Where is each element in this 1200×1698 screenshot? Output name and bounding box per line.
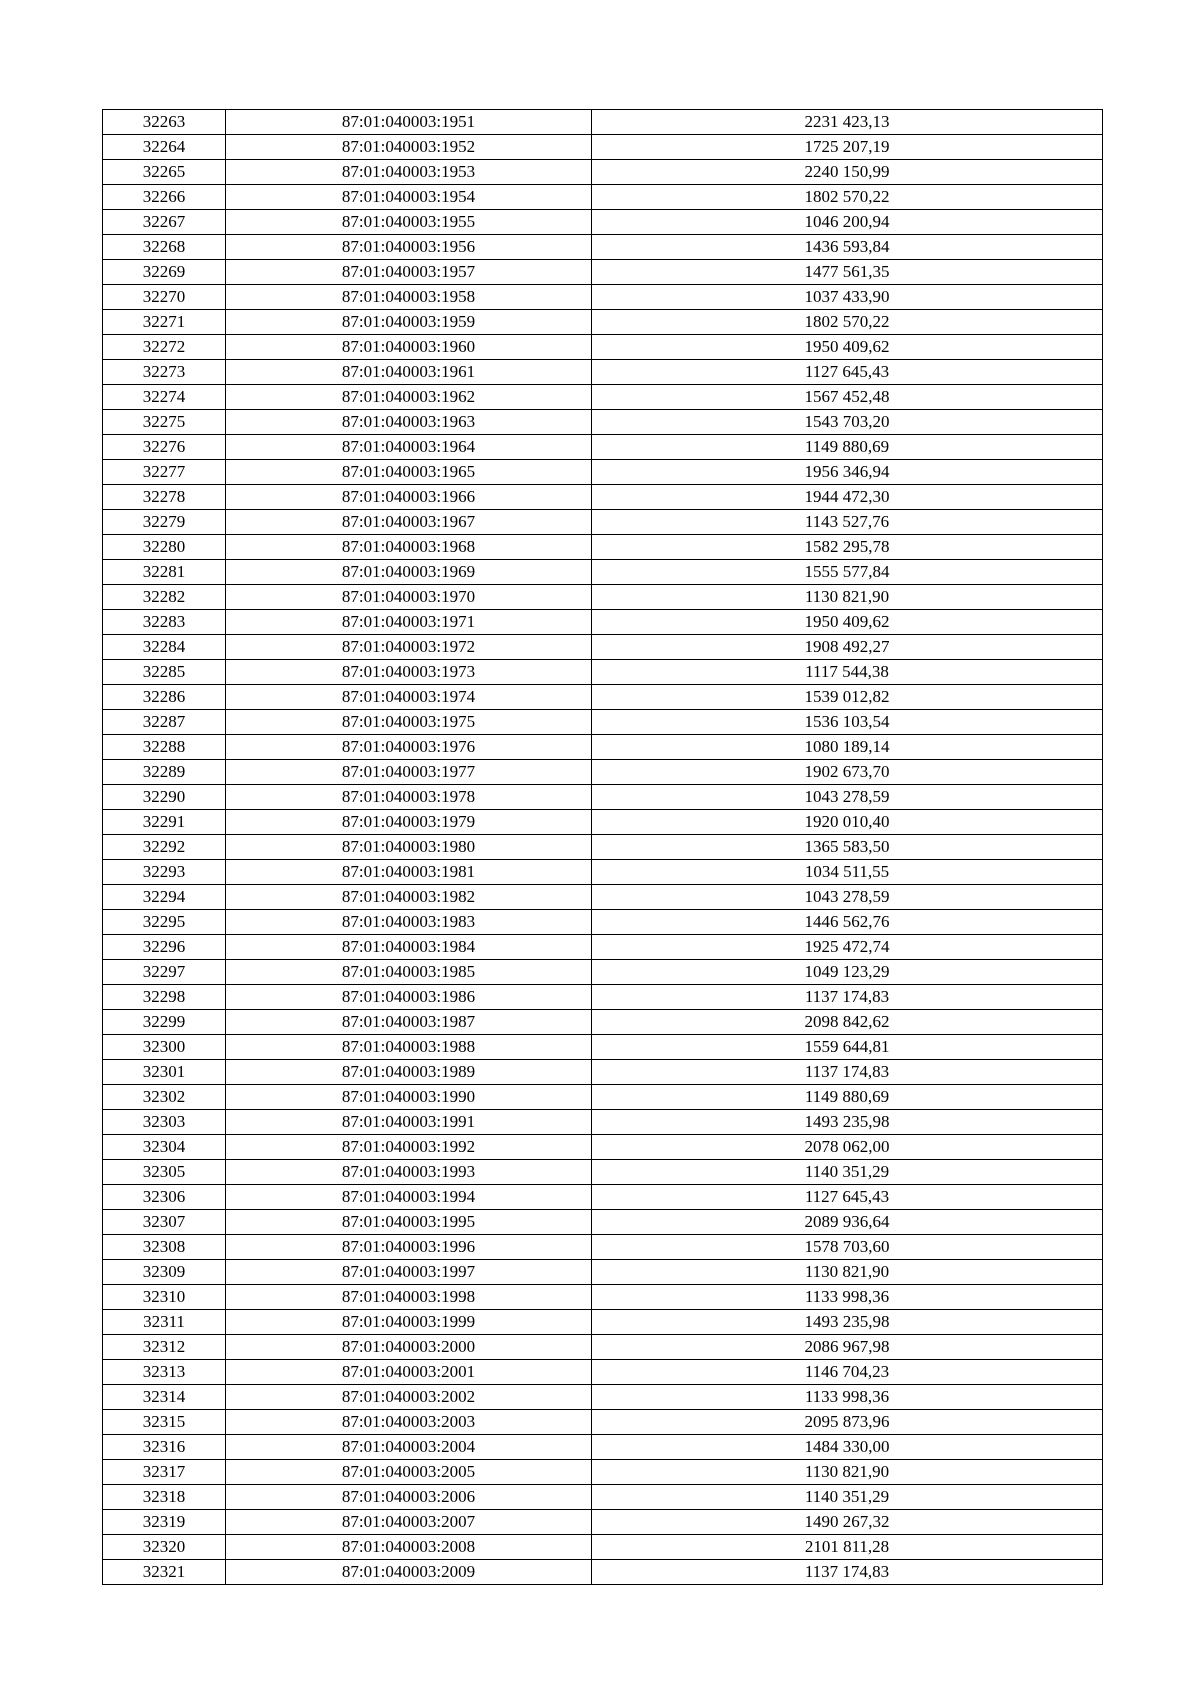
cadastral-number-cell: 87:01:040003:1981 bbox=[226, 860, 592, 885]
cadastral-number-cell: 87:01:040003:1989 bbox=[226, 1060, 592, 1085]
table-row bbox=[103, 710, 1103, 735]
cadastral-number-cell: 87:01:040003:1970 bbox=[226, 585, 592, 610]
value-cell: 1567 452,48 bbox=[592, 385, 1103, 410]
value-cell: 1130 821,90 bbox=[592, 1260, 1103, 1285]
row-number-cell: 32267 bbox=[103, 210, 226, 235]
value-cell: 1043 278,59 bbox=[592, 885, 1103, 910]
cadastral-number-cell: 87:01:040003:1978 bbox=[226, 785, 592, 810]
value-cell: 1117 544,38 bbox=[592, 660, 1103, 685]
table-row bbox=[103, 1160, 1103, 1185]
value-cell: 1140 351,29 bbox=[592, 1160, 1103, 1185]
cadastral-number-cell: 87:01:040003:1961 bbox=[226, 360, 592, 385]
value-cell: 1127 645,43 bbox=[592, 360, 1103, 385]
cadastral-number-cell: 87:01:040003:2000 bbox=[226, 1335, 592, 1360]
cadastral-number-cell: 87:01:040003:2003 bbox=[226, 1410, 592, 1435]
value-cell: 1146 704,23 bbox=[592, 1360, 1103, 1385]
value-cell: 1536 103,54 bbox=[592, 710, 1103, 735]
cadastral-number-cell: 87:01:040003:1979 bbox=[226, 810, 592, 835]
row-number-cell: 32271 bbox=[103, 310, 226, 335]
table-row bbox=[103, 685, 1103, 710]
row-number-cell: 32306 bbox=[103, 1185, 226, 1210]
table-row bbox=[103, 1285, 1103, 1310]
value-cell: 1493 235,98 bbox=[592, 1310, 1103, 1335]
table-row bbox=[103, 1485, 1103, 1510]
row-number-cell: 32284 bbox=[103, 635, 226, 660]
value-cell: 1902 673,70 bbox=[592, 760, 1103, 785]
value-cell: 2089 936,64 bbox=[592, 1210, 1103, 1235]
cadastral-number-cell: 87:01:040003:1993 bbox=[226, 1160, 592, 1185]
table-row bbox=[103, 1035, 1103, 1060]
row-number-cell: 32307 bbox=[103, 1210, 226, 1235]
cadastral-number-cell: 87:01:040003:1962 bbox=[226, 385, 592, 410]
row-number-cell: 32308 bbox=[103, 1235, 226, 1260]
row-number-cell: 32290 bbox=[103, 785, 226, 810]
table-row bbox=[103, 260, 1103, 285]
table-row bbox=[103, 1185, 1103, 1210]
cadastral-number-cell: 87:01:040003:1990 bbox=[226, 1085, 592, 1110]
value-cell: 1149 880,69 bbox=[592, 435, 1103, 460]
value-cell: 2086 967,98 bbox=[592, 1335, 1103, 1360]
table-row bbox=[103, 1435, 1103, 1460]
value-cell: 1582 295,78 bbox=[592, 535, 1103, 560]
cadastral-number-cell: 87:01:040003:1958 bbox=[226, 285, 592, 310]
cadastral-number-cell: 87:01:040003:1992 bbox=[226, 1135, 592, 1160]
table-row bbox=[103, 1310, 1103, 1335]
value-cell: 2240 150,99 bbox=[592, 160, 1103, 185]
cadastral-number-cell: 87:01:040003:1988 bbox=[226, 1035, 592, 1060]
table-row bbox=[103, 210, 1103, 235]
table-row bbox=[103, 1260, 1103, 1285]
table-row bbox=[103, 585, 1103, 610]
table-row bbox=[103, 1060, 1103, 1085]
cadastral-number-cell: 87:01:040003:1987 bbox=[226, 1010, 592, 1035]
row-number-cell: 32293 bbox=[103, 860, 226, 885]
row-number-cell: 32312 bbox=[103, 1335, 226, 1360]
table-row bbox=[103, 360, 1103, 385]
row-number-cell: 32286 bbox=[103, 685, 226, 710]
row-number-cell: 32301 bbox=[103, 1060, 226, 1085]
cadastral-number-cell: 87:01:040003:2007 bbox=[226, 1510, 592, 1535]
row-number-cell: 32303 bbox=[103, 1110, 226, 1135]
row-number-cell: 32292 bbox=[103, 835, 226, 860]
value-cell: 2231 423,13 bbox=[592, 110, 1103, 135]
value-cell: 1578 703,60 bbox=[592, 1235, 1103, 1260]
value-cell: 2095 873,96 bbox=[592, 1410, 1103, 1435]
table-row bbox=[103, 1410, 1103, 1435]
table-row bbox=[103, 285, 1103, 310]
cadastral-number-cell: 87:01:040003:1975 bbox=[226, 710, 592, 735]
cadastral-number-cell: 87:01:040003:1971 bbox=[226, 610, 592, 635]
value-cell: 1944 472,30 bbox=[592, 485, 1103, 510]
cadastral-number-cell: 87:01:040003:2005 bbox=[226, 1460, 592, 1485]
cadastral-number-cell: 87:01:040003:1974 bbox=[226, 685, 592, 710]
value-cell: 1493 235,98 bbox=[592, 1110, 1103, 1135]
row-number-cell: 32318 bbox=[103, 1485, 226, 1510]
cadastral-number-cell: 87:01:040003:1996 bbox=[226, 1235, 592, 1260]
row-number-cell: 32319 bbox=[103, 1510, 226, 1535]
row-number-cell: 32281 bbox=[103, 560, 226, 585]
table-row bbox=[103, 235, 1103, 260]
row-number-cell: 32314 bbox=[103, 1385, 226, 1410]
value-cell: 1037 433,90 bbox=[592, 285, 1103, 310]
cadastral-number-cell: 87:01:040003:1957 bbox=[226, 260, 592, 285]
table-row bbox=[103, 435, 1103, 460]
table-row bbox=[103, 760, 1103, 785]
table-row bbox=[103, 535, 1103, 560]
table-row bbox=[103, 310, 1103, 335]
cadastral-number-cell: 87:01:040003:1972 bbox=[226, 635, 592, 660]
value-cell: 1539 012,82 bbox=[592, 685, 1103, 710]
cadastral-number-cell: 87:01:040003:1956 bbox=[226, 235, 592, 260]
row-number-cell: 32263 bbox=[103, 110, 226, 135]
table-row bbox=[103, 110, 1103, 135]
table-row bbox=[103, 135, 1103, 160]
row-number-cell: 32268 bbox=[103, 235, 226, 260]
value-cell: 2078 062,00 bbox=[592, 1135, 1103, 1160]
value-cell: 1365 583,50 bbox=[592, 835, 1103, 860]
cadastral-number-cell: 87:01:040003:2002 bbox=[226, 1385, 592, 1410]
data-table bbox=[102, 109, 1103, 1585]
table-row bbox=[103, 1085, 1103, 1110]
row-number-cell: 32285 bbox=[103, 660, 226, 685]
value-cell: 1908 492,27 bbox=[592, 635, 1103, 660]
value-cell: 1543 703,20 bbox=[592, 410, 1103, 435]
row-number-cell: 32313 bbox=[103, 1360, 226, 1385]
value-cell: 1133 998,36 bbox=[592, 1285, 1103, 1310]
value-cell: 1555 577,84 bbox=[592, 560, 1103, 585]
cadastral-number-cell: 87:01:040003:1998 bbox=[226, 1285, 592, 1310]
cadastral-number-cell: 87:01:040003:1980 bbox=[226, 835, 592, 860]
row-number-cell: 32294 bbox=[103, 885, 226, 910]
cadastral-number-cell: 87:01:040003:1994 bbox=[226, 1185, 592, 1210]
table-row bbox=[103, 560, 1103, 585]
row-number-cell: 32309 bbox=[103, 1260, 226, 1285]
value-cell: 1034 511,55 bbox=[592, 860, 1103, 885]
table-row bbox=[103, 935, 1103, 960]
value-cell: 1484 330,00 bbox=[592, 1435, 1103, 1460]
cadastral-number-cell: 87:01:040003:1954 bbox=[226, 185, 592, 210]
cadastral-number-cell: 87:01:040003:1955 bbox=[226, 210, 592, 235]
row-number-cell: 32298 bbox=[103, 985, 226, 1010]
table-row bbox=[103, 1535, 1103, 1560]
row-number-cell: 32304 bbox=[103, 1135, 226, 1160]
table-row bbox=[103, 1210, 1103, 1235]
table-row bbox=[103, 1560, 1103, 1585]
cadastral-number-cell: 87:01:040003:1985 bbox=[226, 960, 592, 985]
table-row bbox=[103, 835, 1103, 860]
row-number-cell: 32274 bbox=[103, 385, 226, 410]
row-number-cell: 32280 bbox=[103, 535, 226, 560]
table-row bbox=[103, 735, 1103, 760]
table-row bbox=[103, 1385, 1103, 1410]
cadastral-number-cell: 87:01:040003:1953 bbox=[226, 160, 592, 185]
table-row bbox=[103, 1510, 1103, 1535]
row-number-cell: 32264 bbox=[103, 135, 226, 160]
cadastral-number-cell: 87:01:040003:1960 bbox=[226, 335, 592, 360]
table-row bbox=[103, 460, 1103, 485]
cadastral-number-cell: 87:01:040003:1967 bbox=[226, 510, 592, 535]
cadastral-number-cell: 87:01:040003:1968 bbox=[226, 535, 592, 560]
cadastral-number-cell: 87:01:040003:1982 bbox=[226, 885, 592, 910]
value-cell: 1802 570,22 bbox=[592, 310, 1103, 335]
row-number-cell: 32320 bbox=[103, 1535, 226, 1560]
cadastral-number-cell: 87:01:040003:2006 bbox=[226, 1485, 592, 1510]
row-number-cell: 32269 bbox=[103, 260, 226, 285]
table-row bbox=[103, 660, 1103, 685]
row-number-cell: 32300 bbox=[103, 1035, 226, 1060]
row-number-cell: 32321 bbox=[103, 1560, 226, 1585]
cadastral-number-cell: 87:01:040003:1969 bbox=[226, 560, 592, 585]
value-cell: 1446 562,76 bbox=[592, 910, 1103, 935]
table-row bbox=[103, 410, 1103, 435]
row-number-cell: 32270 bbox=[103, 285, 226, 310]
cadastral-number-cell: 87:01:040003:2001 bbox=[226, 1360, 592, 1385]
row-number-cell: 32305 bbox=[103, 1160, 226, 1185]
table-row bbox=[103, 510, 1103, 535]
table-row bbox=[103, 1360, 1103, 1385]
value-cell: 1956 346,94 bbox=[592, 460, 1103, 485]
value-cell: 1130 821,90 bbox=[592, 585, 1103, 610]
row-number-cell: 32297 bbox=[103, 960, 226, 985]
row-number-cell: 32266 bbox=[103, 185, 226, 210]
table-row bbox=[103, 185, 1103, 210]
value-cell: 1127 645,43 bbox=[592, 1185, 1103, 1210]
value-cell: 1436 593,84 bbox=[592, 235, 1103, 260]
value-cell: 1130 821,90 bbox=[592, 1460, 1103, 1485]
value-cell: 1149 880,69 bbox=[592, 1085, 1103, 1110]
cadastral-number-cell: 87:01:040003:1976 bbox=[226, 735, 592, 760]
table-row bbox=[103, 1010, 1103, 1035]
value-cell: 1490 267,32 bbox=[592, 1510, 1103, 1535]
table-row bbox=[103, 1460, 1103, 1485]
table-row bbox=[103, 885, 1103, 910]
row-number-cell: 32315 bbox=[103, 1410, 226, 1435]
row-number-cell: 32302 bbox=[103, 1085, 226, 1110]
cadastral-number-cell: 87:01:040003:1995 bbox=[226, 1210, 592, 1235]
table-row bbox=[103, 1135, 1103, 1160]
table-row bbox=[103, 160, 1103, 185]
value-cell: 1043 278,59 bbox=[592, 785, 1103, 810]
table-row bbox=[103, 985, 1103, 1010]
row-number-cell: 32296 bbox=[103, 935, 226, 960]
cadastral-number-cell: 87:01:040003:2009 bbox=[226, 1560, 592, 1585]
row-number-cell: 32282 bbox=[103, 585, 226, 610]
cadastral-number-cell: 87:01:040003:2004 bbox=[226, 1435, 592, 1460]
table-row bbox=[103, 1335, 1103, 1360]
value-cell: 1137 174,83 bbox=[592, 985, 1103, 1010]
row-number-cell: 32272 bbox=[103, 335, 226, 360]
value-cell: 1725 207,19 bbox=[592, 135, 1103, 160]
value-cell: 1559 644,81 bbox=[592, 1035, 1103, 1060]
row-number-cell: 32265 bbox=[103, 160, 226, 185]
value-cell: 1950 409,62 bbox=[592, 335, 1103, 360]
table-body bbox=[103, 110, 1103, 1585]
table-row bbox=[103, 635, 1103, 660]
table-row bbox=[103, 610, 1103, 635]
row-number-cell: 32288 bbox=[103, 735, 226, 760]
cadastral-number-cell: 87:01:040003:1984 bbox=[226, 935, 592, 960]
value-cell: 1143 527,76 bbox=[592, 510, 1103, 535]
row-number-cell: 32299 bbox=[103, 1010, 226, 1035]
row-number-cell: 32295 bbox=[103, 910, 226, 935]
row-number-cell: 32277 bbox=[103, 460, 226, 485]
table-row bbox=[103, 860, 1103, 885]
value-cell: 1925 472,74 bbox=[592, 935, 1103, 960]
cadastral-number-cell: 87:01:040003:1973 bbox=[226, 660, 592, 685]
cadastral-number-cell: 87:01:040003:1963 bbox=[226, 410, 592, 435]
table-row bbox=[103, 960, 1103, 985]
table-row bbox=[103, 485, 1103, 510]
value-cell: 2101 811,28 bbox=[592, 1535, 1103, 1560]
value-cell: 1140 351,29 bbox=[592, 1485, 1103, 1510]
cadastral-number-cell: 87:01:040003:1986 bbox=[226, 985, 592, 1010]
value-cell: 1133 998,36 bbox=[592, 1385, 1103, 1410]
cadastral-number-cell: 87:01:040003:1952 bbox=[226, 135, 592, 160]
value-cell: 1137 174,83 bbox=[592, 1060, 1103, 1085]
row-number-cell: 32317 bbox=[103, 1460, 226, 1485]
row-number-cell: 32287 bbox=[103, 710, 226, 735]
cadastral-number-cell: 87:01:040003:1977 bbox=[226, 760, 592, 785]
cadastral-number-cell: 87:01:040003:1966 bbox=[226, 485, 592, 510]
value-cell: 1080 189,14 bbox=[592, 735, 1103, 760]
value-cell: 1049 123,29 bbox=[592, 960, 1103, 985]
table-row bbox=[103, 385, 1103, 410]
value-cell: 1950 409,62 bbox=[592, 610, 1103, 635]
row-number-cell: 32276 bbox=[103, 435, 226, 460]
row-number-cell: 32273 bbox=[103, 360, 226, 385]
value-cell: 1802 570,22 bbox=[592, 185, 1103, 210]
value-cell: 2098 842,62 bbox=[592, 1010, 1103, 1035]
cadastral-number-cell: 87:01:040003:1959 bbox=[226, 310, 592, 335]
row-number-cell: 32275 bbox=[103, 410, 226, 435]
value-cell: 1046 200,94 bbox=[592, 210, 1103, 235]
table-row bbox=[103, 335, 1103, 360]
row-number-cell: 32310 bbox=[103, 1285, 226, 1310]
cadastral-number-cell: 87:01:040003:1983 bbox=[226, 910, 592, 935]
value-cell: 1477 561,35 bbox=[592, 260, 1103, 285]
cadastral-number-cell: 87:01:040003:2008 bbox=[226, 1535, 592, 1560]
table-row bbox=[103, 1235, 1103, 1260]
row-number-cell: 32291 bbox=[103, 810, 226, 835]
cadastral-number-cell: 87:01:040003:1965 bbox=[226, 460, 592, 485]
row-number-cell: 32289 bbox=[103, 760, 226, 785]
table-row bbox=[103, 785, 1103, 810]
value-cell: 1137 174,83 bbox=[592, 1560, 1103, 1585]
cadastral-number-cell: 87:01:040003:1991 bbox=[226, 1110, 592, 1135]
cadastral-number-cell: 87:01:040003:1999 bbox=[226, 1310, 592, 1335]
row-number-cell: 32283 bbox=[103, 610, 226, 635]
row-number-cell: 32316 bbox=[103, 1435, 226, 1460]
row-number-cell: 32311 bbox=[103, 1310, 226, 1335]
row-number-cell: 32278 bbox=[103, 485, 226, 510]
table-row bbox=[103, 810, 1103, 835]
cadastral-number-cell: 87:01:040003:1997 bbox=[226, 1260, 592, 1285]
cadastral-number-cell: 87:01:040003:1964 bbox=[226, 435, 592, 460]
cadastral-number-cell: 87:01:040003:1951 bbox=[226, 110, 592, 135]
row-number-cell: 32279 bbox=[103, 510, 226, 535]
table-row bbox=[103, 1110, 1103, 1135]
table-row bbox=[103, 910, 1103, 935]
value-cell: 1920 010,40 bbox=[592, 810, 1103, 835]
